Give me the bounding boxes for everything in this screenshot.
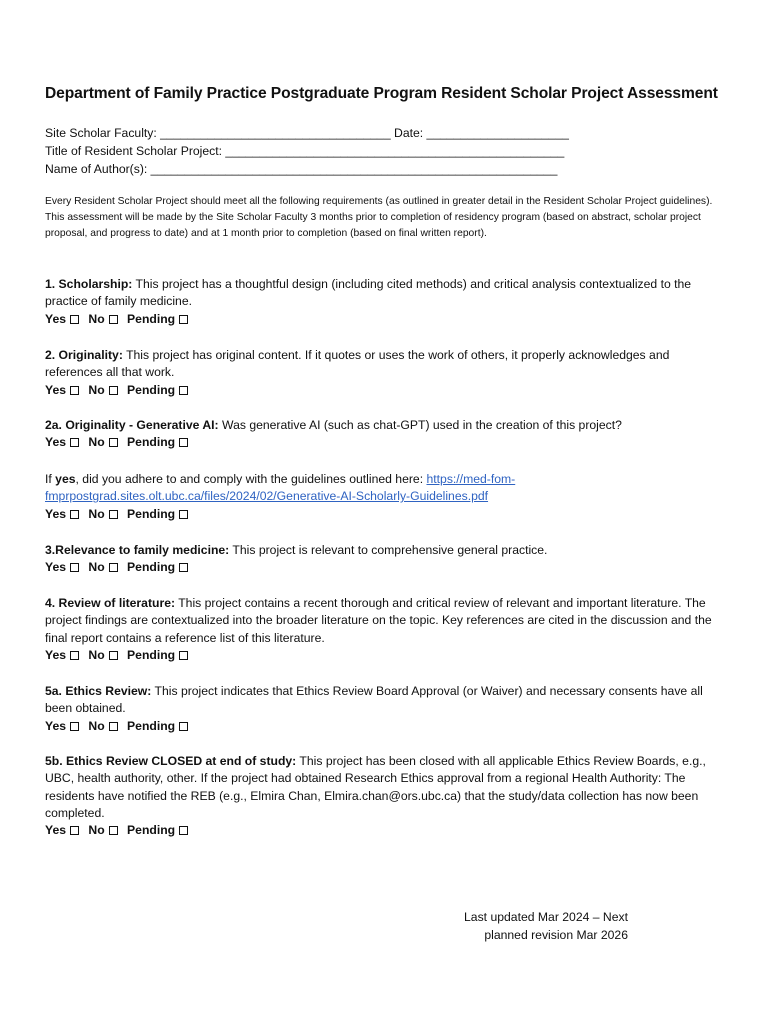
criterion-emphasis: yes	[55, 472, 76, 486]
checkbox-icon[interactable]	[179, 315, 188, 324]
options-row	[45, 506, 730, 523]
criterion-ai-guidelines	[45, 471, 730, 523]
checkbox-icon[interactable]	[109, 826, 118, 835]
criterion-heading: 1. Scholarship:	[45, 277, 133, 291]
checkbox-icon[interactable]	[179, 510, 188, 519]
criterion-text: Was generative AI (such as chat-GPT) used in the creation of this project?	[222, 418, 622, 432]
criterion-text: This project indicates that Ethics Review Board Approval (or Waiver) and necessary consents have all been obtained.	[45, 684, 703, 716]
criterion-text: , did you adhere to and comply with the guidelines outlined here:	[75, 472, 424, 486]
option-yes[interactable]: Yes	[45, 506, 79, 523]
checkbox-icon[interactable]	[179, 386, 188, 395]
checkbox-icon[interactable]	[109, 722, 118, 731]
option-yes[interactable]: Yes	[45, 434, 79, 451]
option-no[interactable]: No	[88, 718, 117, 735]
date-field[interactable]: _____________________	[426, 126, 569, 140]
options-row	[45, 718, 730, 735]
checkbox-icon[interactable]	[109, 651, 118, 660]
criterion-heading: 5b. Ethics Review CLOSED at end of study:	[45, 754, 297, 768]
checkbox-icon[interactable]	[109, 563, 118, 572]
option-no[interactable]: No	[88, 822, 117, 839]
option-pending[interactable]: Pending	[127, 559, 188, 576]
option-yes[interactable]: Yes	[45, 718, 79, 735]
criterion-ethics-closed	[45, 753, 730, 839]
checkbox-icon[interactable]	[179, 651, 188, 660]
page-title: Department of Family Practice Postgraduate Program Resident Scholar Project Assessment	[45, 85, 718, 102]
checkbox-icon[interactable]	[70, 386, 79, 395]
options-row	[45, 434, 730, 451]
criterion-literature-review	[45, 595, 730, 664]
options-row	[45, 822, 730, 839]
checkbox-icon[interactable]	[179, 826, 188, 835]
checkbox-icon[interactable]	[70, 510, 79, 519]
option-no[interactable]: No	[88, 434, 117, 451]
authors-field[interactable]: ____________________________________________________________	[150, 162, 558, 176]
guidelines-link[interactable]: https://med-fom-fmprpostgrad.sites.olt.ubc.ca/files/2024/02/Generative-AI-Scholarly-Guidelines.pdf	[45, 472, 516, 504]
option-yes[interactable]: Yes	[45, 382, 79, 399]
criterion-text: This project has been closed with all applicable Ethics Review Boards, e.g., UBC, health authority, other. If the project had obtained Research Ethics approval from a regional Health Authority: The residents have notified the REB (e.g., Elmira Chan, Elmira.chan@ors.ubc.ca) that the study/data collection has now been completed.	[45, 754, 706, 820]
option-pending[interactable]: Pending	[127, 506, 188, 523]
criterion-text: This project is relevant to comprehensive general practice.	[232, 543, 548, 557]
options-row	[45, 559, 730, 576]
checkbox-icon[interactable]	[109, 386, 118, 395]
options-row	[45, 647, 730, 664]
criterion-generative-ai	[45, 417, 730, 452]
authors-row	[45, 162, 557, 176]
checkbox-icon[interactable]	[70, 438, 79, 447]
criterion-ethics-review	[45, 683, 730, 735]
checkbox-icon[interactable]	[70, 722, 79, 731]
site-faculty-row	[45, 126, 569, 140]
checkbox-icon[interactable]	[70, 563, 79, 572]
criterion-scholarship	[45, 276, 730, 328]
criterion-heading: 2a. Originality - Generative AI:	[45, 418, 219, 432]
criterion-text: This project has a thoughtful design (including cited methods) and critical analysis contextualized to the practice of family medicine.	[45, 277, 692, 309]
options-row	[45, 382, 730, 399]
option-yes[interactable]: Yes	[45, 647, 79, 664]
option-yes[interactable]: Yes	[45, 559, 79, 576]
criterion-originality	[45, 347, 730, 399]
option-no[interactable]: No	[88, 559, 117, 576]
intro-paragraph: Every Resident Scholar Project should meet all the following requirements (as outlined in greater detail in the Resident Scholar Project guidelines). This assessment will be made by the Site Scholar Faculty 3 months prior to completion of residency program (based on abstract, scholar project proposal, and progress to date) and at 1 month prior to completion (based on final written report).	[45, 196, 713, 239]
project-title-row	[45, 144, 564, 158]
date-label: Date:	[394, 126, 424, 140]
criterion-heading: 3.Relevance to family medicine:	[45, 543, 230, 557]
option-yes[interactable]: Yes	[45, 822, 79, 839]
site-faculty-label: Site Scholar Faculty:	[45, 126, 157, 140]
project-title-field[interactable]: __________________________________________________	[225, 144, 565, 158]
criterion-heading: 5a. Ethics Review:	[45, 684, 152, 698]
criterion-heading: 4. Review of literature:	[45, 596, 176, 610]
option-pending[interactable]: Pending	[127, 311, 188, 328]
option-no[interactable]: No	[88, 506, 117, 523]
option-no[interactable]: No	[88, 311, 117, 328]
option-pending[interactable]: Pending	[127, 822, 188, 839]
option-no[interactable]: No	[88, 382, 117, 399]
site-faculty-field[interactable]: __________________________________	[160, 126, 391, 140]
revision-line-2: planned revision Mar 2026	[484, 928, 628, 942]
checkbox-icon[interactable]	[70, 826, 79, 835]
revision-note	[420, 908, 628, 944]
options-row	[45, 311, 730, 328]
criterion-heading: 2. Originality:	[45, 348, 123, 362]
checkbox-icon[interactable]	[179, 438, 188, 447]
criterion-text: This project has original content. If it quotes or uses the work of others, it properly acknowledges and references all that work.	[45, 348, 670, 380]
checkbox-icon[interactable]	[109, 315, 118, 324]
option-yes[interactable]: Yes	[45, 311, 79, 328]
option-pending[interactable]: Pending	[127, 718, 188, 735]
option-pending[interactable]: Pending	[127, 382, 188, 399]
criterion-text-prefix: If	[45, 472, 52, 486]
authors-label: Name of Author(s):	[45, 162, 148, 176]
option-pending[interactable]: Pending	[127, 434, 188, 451]
criterion-relevance	[45, 542, 730, 577]
checkbox-icon[interactable]	[179, 563, 188, 572]
criterion-text: This project contains a recent thorough and critical review of relevant and important literature. The project findings are contextualized into the broader literature on the topic. Key references are cited in the discussion and the final report contains a reference list of this literature.	[45, 596, 712, 645]
checkbox-icon[interactable]	[109, 510, 118, 519]
checkbox-icon[interactable]	[70, 651, 79, 660]
option-no[interactable]: No	[88, 647, 117, 664]
checkbox-icon[interactable]	[109, 438, 118, 447]
checkbox-icon[interactable]	[70, 315, 79, 324]
option-pending[interactable]: Pending	[127, 647, 188, 664]
project-title-label: Title of Resident Scholar Project:	[45, 144, 223, 158]
checkbox-icon[interactable]	[179, 722, 188, 731]
revision-line-1: Last updated Mar 2024 – Next	[464, 910, 628, 924]
